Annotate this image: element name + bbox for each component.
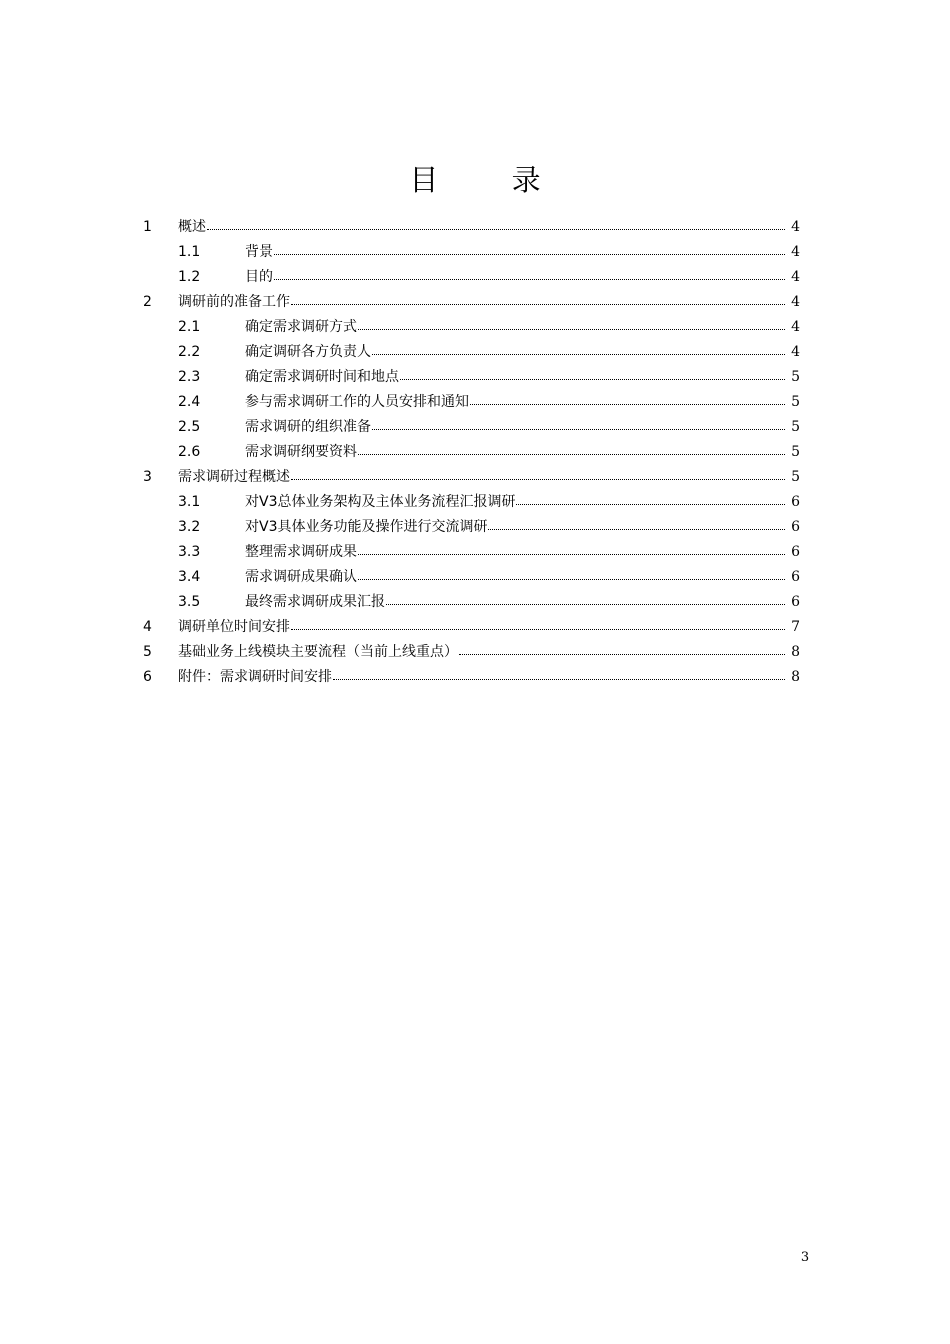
toc-entry-page: 6 [791,569,800,585]
toc-entry[interactable] [0,490,950,515]
toc-entry-line [245,265,800,290]
toc-entry-page: 5 [791,394,800,410]
toc-entry-label: 需求调研的组织准备 [245,419,371,435]
toc-entry-page: 6 [791,494,800,510]
toc-entry-page: 4 [791,269,800,285]
toc-entry-line [245,540,800,565]
toc-entry-number: 2.2 [178,344,201,360]
toc-entry-line [245,315,800,340]
toc-entry-page: 4 [791,319,800,335]
toc-dot-leader [400,378,785,380]
toc-entry[interactable] [0,565,950,590]
toc-entry-number: 1 [143,219,152,235]
toc-dot-leader [291,303,785,305]
toc-dot-leader [470,403,785,405]
table-of-contents [0,215,950,690]
toc-entry-label: 调研前的准备工作 [178,294,290,310]
toc-entry-line [245,340,800,365]
toc-entry-page: 8 [791,669,800,685]
toc-entry-label: 基础业务上线模块主要流程（当前上线重点） [178,644,458,660]
toc-entry-number: 3.5 [178,594,201,610]
toc-dot-leader [358,328,785,330]
toc-entry-label: 对V3总体业务架构及主体业务流程汇报调研 [245,494,516,510]
toc-dot-leader [459,653,785,655]
toc-entry[interactable] [0,465,950,490]
toc-entry-label: 最终需求调研成果汇报 [245,594,385,610]
toc-entry[interactable] [0,340,950,365]
toc-entry[interactable] [0,290,950,315]
toc-entry-label: 对V3具体业务功能及操作进行交流调研 [245,519,488,535]
toc-entry-line [245,240,800,265]
page-number: 3 [800,1250,810,1265]
toc-entry-line [178,665,800,690]
toc-entry-page: 6 [791,594,800,610]
toc-entry-page: 6 [791,544,800,560]
toc-entry-line [245,440,800,465]
toc-entry-number: 1.2 [178,269,201,285]
toc-dot-leader [274,253,785,255]
toc-entry[interactable] [0,590,950,615]
toc-entry-number: 3.2 [178,519,201,535]
toc-entry-line [178,640,800,665]
toc-entry[interactable] [0,540,950,565]
toc-dot-leader [291,478,785,480]
toc-dot-leader [372,428,785,430]
toc-entry[interactable] [0,365,950,390]
toc-dot-leader [488,528,785,530]
toc-dot-leader [358,553,785,555]
toc-entry-number: 2.5 [178,419,201,435]
toc-entry-number: 3 [143,469,152,485]
toc-entry-page: 8 [791,644,800,660]
toc-entry-number: 2.1 [178,319,201,335]
toc-entry-page: 6 [791,519,800,535]
toc-entry-line [178,215,800,240]
toc-entry-number: 2.4 [178,394,201,410]
toc-entry-page: 5 [791,444,800,460]
toc-entry-line [178,465,800,490]
toc-entry-line [178,615,800,640]
toc-entry-label: 调研单位时间安排 [178,619,290,635]
toc-entry-label: 概述 [178,219,206,235]
toc-dot-leader [358,578,785,580]
toc-entry-page: 4 [791,294,800,310]
toc-dot-leader [358,453,785,455]
toc-dot-leader [207,228,785,230]
toc-entry-number: 4 [143,619,152,635]
toc-entry-label: 背景 [245,244,273,260]
toc-entry-number: 5 [143,644,152,660]
toc-entry-label: 确定需求调研方式 [245,319,357,335]
toc-entry-number: 3.4 [178,569,201,585]
toc-entry-number: 1.1 [178,244,201,260]
toc-entry-page: 5 [791,369,800,385]
toc-entry[interactable] [0,315,950,340]
toc-dot-leader [291,628,785,630]
toc-entry-label: 附件：需求调研时间安排 [178,669,332,685]
toc-dot-leader [274,278,785,280]
toc-title: 目 录 [409,163,573,197]
toc-dot-leader [333,678,785,680]
toc-entry-line [245,565,800,590]
toc-entry-number: 3.3 [178,544,201,560]
toc-entry[interactable] [0,415,950,440]
toc-entry-line [245,365,800,390]
toc-entry-line [178,290,800,315]
toc-entry-line [245,390,800,415]
toc-entry-line [245,415,800,440]
toc-entry-label: 参与需求调研工作的人员安排和通知 [245,394,469,410]
toc-entry[interactable] [0,215,950,240]
toc-entry-number: 6 [143,669,152,685]
toc-entry-page: 4 [791,344,800,360]
toc-entry-number: 3.1 [178,494,201,510]
toc-entry-line [245,490,800,515]
toc-entry[interactable] [0,265,950,290]
toc-entry-page: 5 [791,419,800,435]
toc-entry-label: 整理需求调研成果 [245,544,357,560]
toc-entry[interactable] [0,665,950,690]
toc-entry-page: 5 [791,469,800,485]
toc-entry-page: 4 [791,219,800,235]
toc-entry-number: 2.3 [178,369,201,385]
toc-entry-label: 确定调研各方负责人 [245,344,371,360]
toc-entry[interactable] [0,440,950,465]
toc-entry-line [245,515,800,540]
toc-entry[interactable] [0,615,950,640]
toc-entry-page: 7 [791,619,800,635]
toc-entry-label: 确定需求调研时间和地点 [245,369,399,385]
toc-entry-page: 4 [791,244,800,260]
toc-entry-number: 2 [143,294,152,310]
toc-entry[interactable] [0,640,950,665]
toc-entry[interactable] [0,515,950,540]
toc-entry-label: 需求调研纲要资料 [245,444,357,460]
toc-entry-label: 目的 [245,269,273,285]
toc-entry[interactable] [0,240,950,265]
toc-entry-label: 需求调研过程概述 [178,469,290,485]
toc-entry-label: 需求调研成果确认 [245,569,357,585]
toc-dot-leader [386,603,785,605]
toc-dot-leader [372,353,785,355]
toc-dot-leader [516,503,785,505]
toc-entry-number: 2.6 [178,444,201,460]
toc-entry-line [245,590,800,615]
toc-entry[interactable] [0,390,950,415]
